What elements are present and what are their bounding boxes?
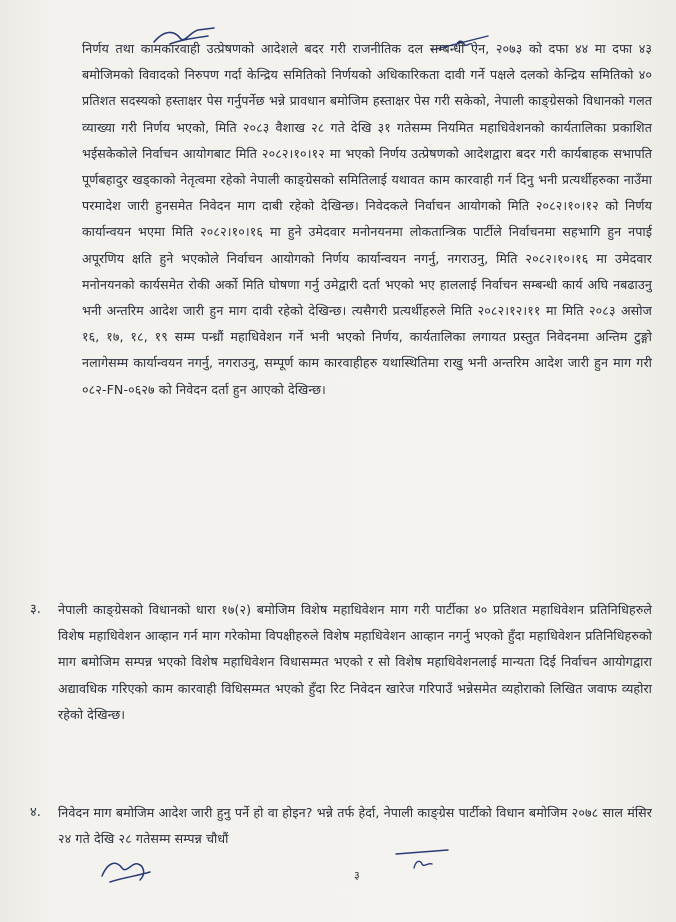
continued-paragraph (82, 36, 652, 403)
paragraph-number: ३. (30, 602, 41, 617)
handwritten-signature (96, 852, 156, 886)
paragraph-text: निवेदन माग बमोजिम आदेश जारी हुनु पर्ने हो वा होइन? भन्ने तर्फ हेर्दा, नेपाली काङ्ग्रेस पार्टीको विधान बमोजिम २०७८ साल मंसिर २४ गते देखि २८ गतेसम्म सम्पन्न चौधौं (58, 805, 652, 847)
paragraph-3 (58, 597, 652, 728)
paragraph-text: निर्णय तथा कामकारवाही उत्प्रेषणको आदेशले बदर गरी राजनीतिक दल सम्बन्धी ऐन, २०७३ को दफा ४४ मा दफा ४३ बमोजिमको विवादको निरुपण गर्दा केन्द्रिय समितिको निर्णयको अधिकारिकता दावी गर्ने पक्षले दलको केन्द्रिय समितिको ४० प्रतिशत सदस्यको हस्ताक्षर पेस गर्नुपर्नेछ भन्ने प्रावधान बमोजिम हस्ताक्षर पेस गरी सकेको, नेपाली काङ्ग्रेसको विधानको गलत व्याख्या गरी निर्णय भएको, मिति २०८३ वैशाख २८ गते देखि ३१ गतेसम्म नियमित महाधिवेशनको कार्यतालिका प्रकाशित भईसकेकोले निर्वाचन आयोगबाट मिति २०८२।१०।१२ मा भएको निर्णय उत्प्रेषणको आदेशद्वारा बदर गरी कार्यबाहक सभापति पूर्णबहादुर खड्काको नेतृत्वमा रहेको नेपाली काङ्ग्रेसको समितिलाई यथावत काम कारवाही गर्न दिनु भनी प्रत्यर्थीहरुका नाउँमा परमादेश जारी हुनसमेत निवेदन माग दाबी रहेको देखिन्छ। निवेदकले निर्वाचन आयोगको मिति २०८२।१०।१२ को निर्णय कार्यान्वयन भएमा मिति २०८२।१०।१६ मा हुने उमेदवार मनोनयनमा लोकतान्त्रिक पार्टीले निर्वाचनमा सहभागि हुन नपाई अपूरणिय क्षति हुने भएकोले निर्वाचन आयोगको निर्णय कार्यान्वयन नगर्नु, नगराउनु, मिति २०८२।१०।१६ मा उमेदवार मनोनयनको कार्यसमेत रोकी अर्को मिति घोषणा गर्नु उमेद्वारी दर्ता भएको भए हाललाई निर्वाचन सम्बन्धी कार्य अघि नबढाउनु भनी अन्तरिम आदेश जारी हुन माग दावी रहेको देखिन्छ। त्यसैगरी प्रत्यर्थीहरुले मिति २०८२।१२।११ मा मिति २०८३ असोज १६, १७, १८, १९ सम्म पन्ध्रौं महाधिवेशन गर्ने भनी भएको निर्णय, कार्यतालिका लगायत प्रस्तुत निवेदनमा अन्तिम टुङ्गो नलागेसम्म कार्यान्वयन नगर्नु, नगराउनु, सम्पूर्ण काम कारवाहीहरु यथास्थितिमा राखु भनी अन्तरिम आदेश जारी हुन माग गरी ०८२-FN-०६२७ को निवेदन दर्ता हुन आएको देखिन्छ। (82, 41, 652, 397)
paragraph-4 (58, 800, 652, 852)
paragraph-text: नेपाली काङ्ग्रेसको विधानको धारा १७(२) बमोजिम विशेष महाधिवेशन माग गरी पार्टीका ४० प्रतिशत महाधिवेशन प्रतिनिधिहरुले विशेष महाधिवेशन आव्हान गर्न माग गरेकोमा विपक्षीहरुले विशेष महाधिवेशन आव्हान नगर्नु भएको हुँदा महाधिवेशन प्रतिनिधिहरुको माग बमोजिम सम्पन्न भएको विशेष महाधिवेशन विधासम्मत भएको र सो विशेष महाधिवेशनलाई मान्यता दिई निर्वाचन आयोगद्वारा अद्यावधिक गरिएको काम कारवाही विधिसम्मत भएको हुँदा रिट निवेदन खारेज गरिपाउँ भन्नेसमेत व्यहोराको लिखित जवाफ व्यहोरा रहेको देखिन्छ। (58, 602, 652, 722)
page-number: ३ (354, 869, 360, 882)
handwritten-initial (392, 846, 454, 874)
paragraph-number: ४. (30, 805, 41, 820)
